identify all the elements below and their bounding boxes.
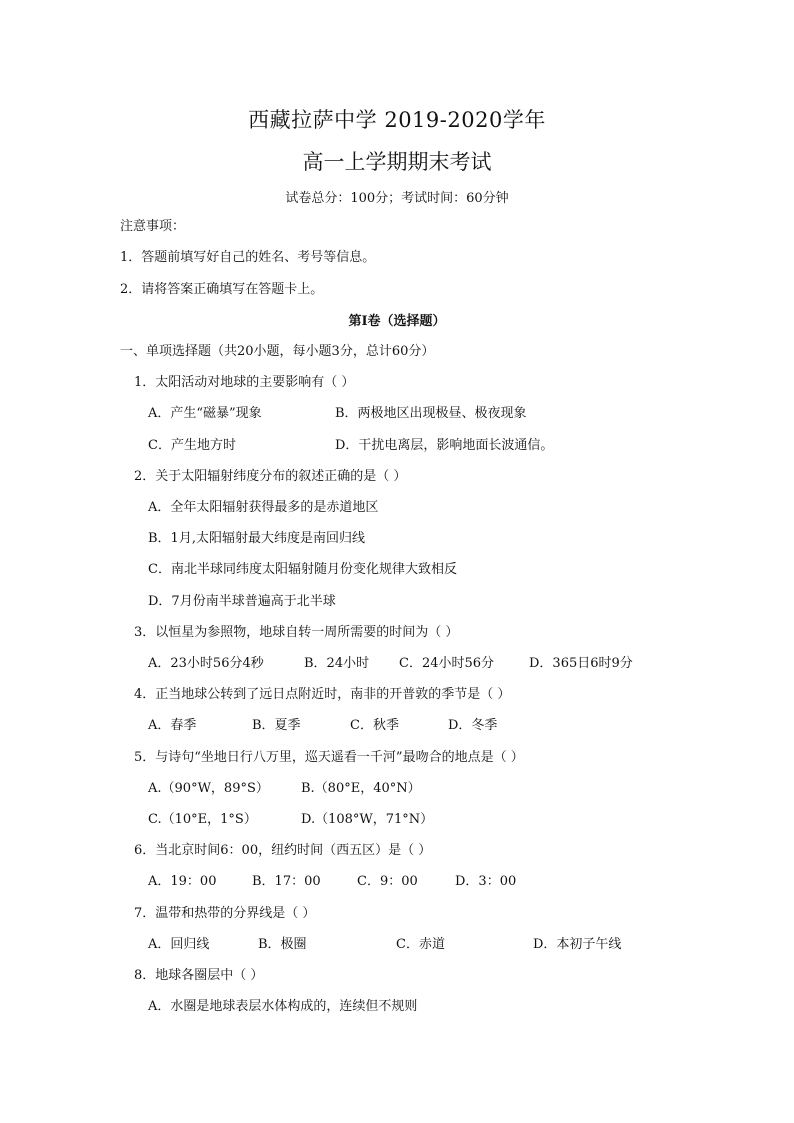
note-item: 2．请将答案正确填写在答题卡上。 [120,282,324,297]
option: C．产生地方时 [148,438,236,453]
option: C．9：00 [357,874,418,889]
option: A．19：00 [148,874,217,889]
option: A．春季 [148,718,197,733]
exam-info: 试卷总分：100分；考试时间：60分钟 [285,191,509,206]
option: D．365日6时9分 [529,656,633,671]
option: C.（10°E，1°S） [148,812,257,827]
option: A．23小时56分4秒 [148,656,264,671]
question-stem: 4．正当地球公转到了远日点附近时，南非的开普敦的季节是（ ） [134,687,511,702]
option: B.（80°E，40°N） [301,781,421,796]
exam-title-line1: 西藏拉萨中学 2019-2020学年 [248,108,546,132]
option: D.（108°W，71°N） [301,812,434,827]
section-title: 一、单项选择题（共20小题，每小题3分，总计60分） [120,344,435,359]
question-stem: 6．当北京时间6：00，纽约时间（西五区）是（ ） [134,843,432,858]
option: D．3：00 [455,874,517,889]
notes-heading: 注意事项： [120,219,186,234]
option: D．7月份南半球普遍高于北半球 [148,594,336,609]
option: D．冬季 [448,718,498,733]
option: B．1月,太阳辐射最大纬度是南回归线 [148,531,365,546]
option: B．17：00 [252,874,321,889]
option: C．南北半球同纬度太阳辐射随月份变化规律大致相反 [148,562,457,577]
question-stem: 1．太阳活动对地球的主要影响有（ ） [134,375,355,390]
question-stem: 5．与诗句“坐地日行八万里，巡天遥看一千河”最吻合的地点是（ ） [134,750,524,765]
option: C．赤道 [396,937,445,952]
option: A．水圈是地球表层水体构成的，连续但不规则 [148,999,418,1014]
option: A．回归线 [148,937,210,952]
option: D．本初子午线 [533,937,622,952]
option: B．两极地区出现极昼、极夜现象 [335,406,527,421]
option: B．24小时 [304,656,370,671]
option: C．秋季 [350,718,399,733]
option: B．夏季 [252,718,301,733]
exam-title-line2: 高一上学期期末考试 [302,150,492,174]
question-stem: 3．以恒星为参照物，地球自转一周所需要的时间为（ ） [134,625,459,640]
question-stem: 8．地球各圈层中（ ） [134,968,264,983]
question-stem: 2．关于太阳辐射纬度分布的叙述正确的是（ ） [134,469,407,484]
option: C．24小时56分 [399,656,495,671]
note-item: 1．答题前填写好自己的姓名、考号等信息。 [120,250,376,265]
part-title: 第I卷（选择题） [348,314,446,329]
option: A．产生“磁暴”现象 [148,406,262,421]
option: A．全年太阳辐射获得最多的是赤道地区 [148,500,379,515]
option: A.（90°W，89°S） [148,781,269,796]
option: B．极圈 [258,937,307,952]
option: D．干扰电离层，影响地面长波通信。 [335,438,554,453]
question-stem: 7．温带和热带的分界线是（ ） [134,906,316,921]
